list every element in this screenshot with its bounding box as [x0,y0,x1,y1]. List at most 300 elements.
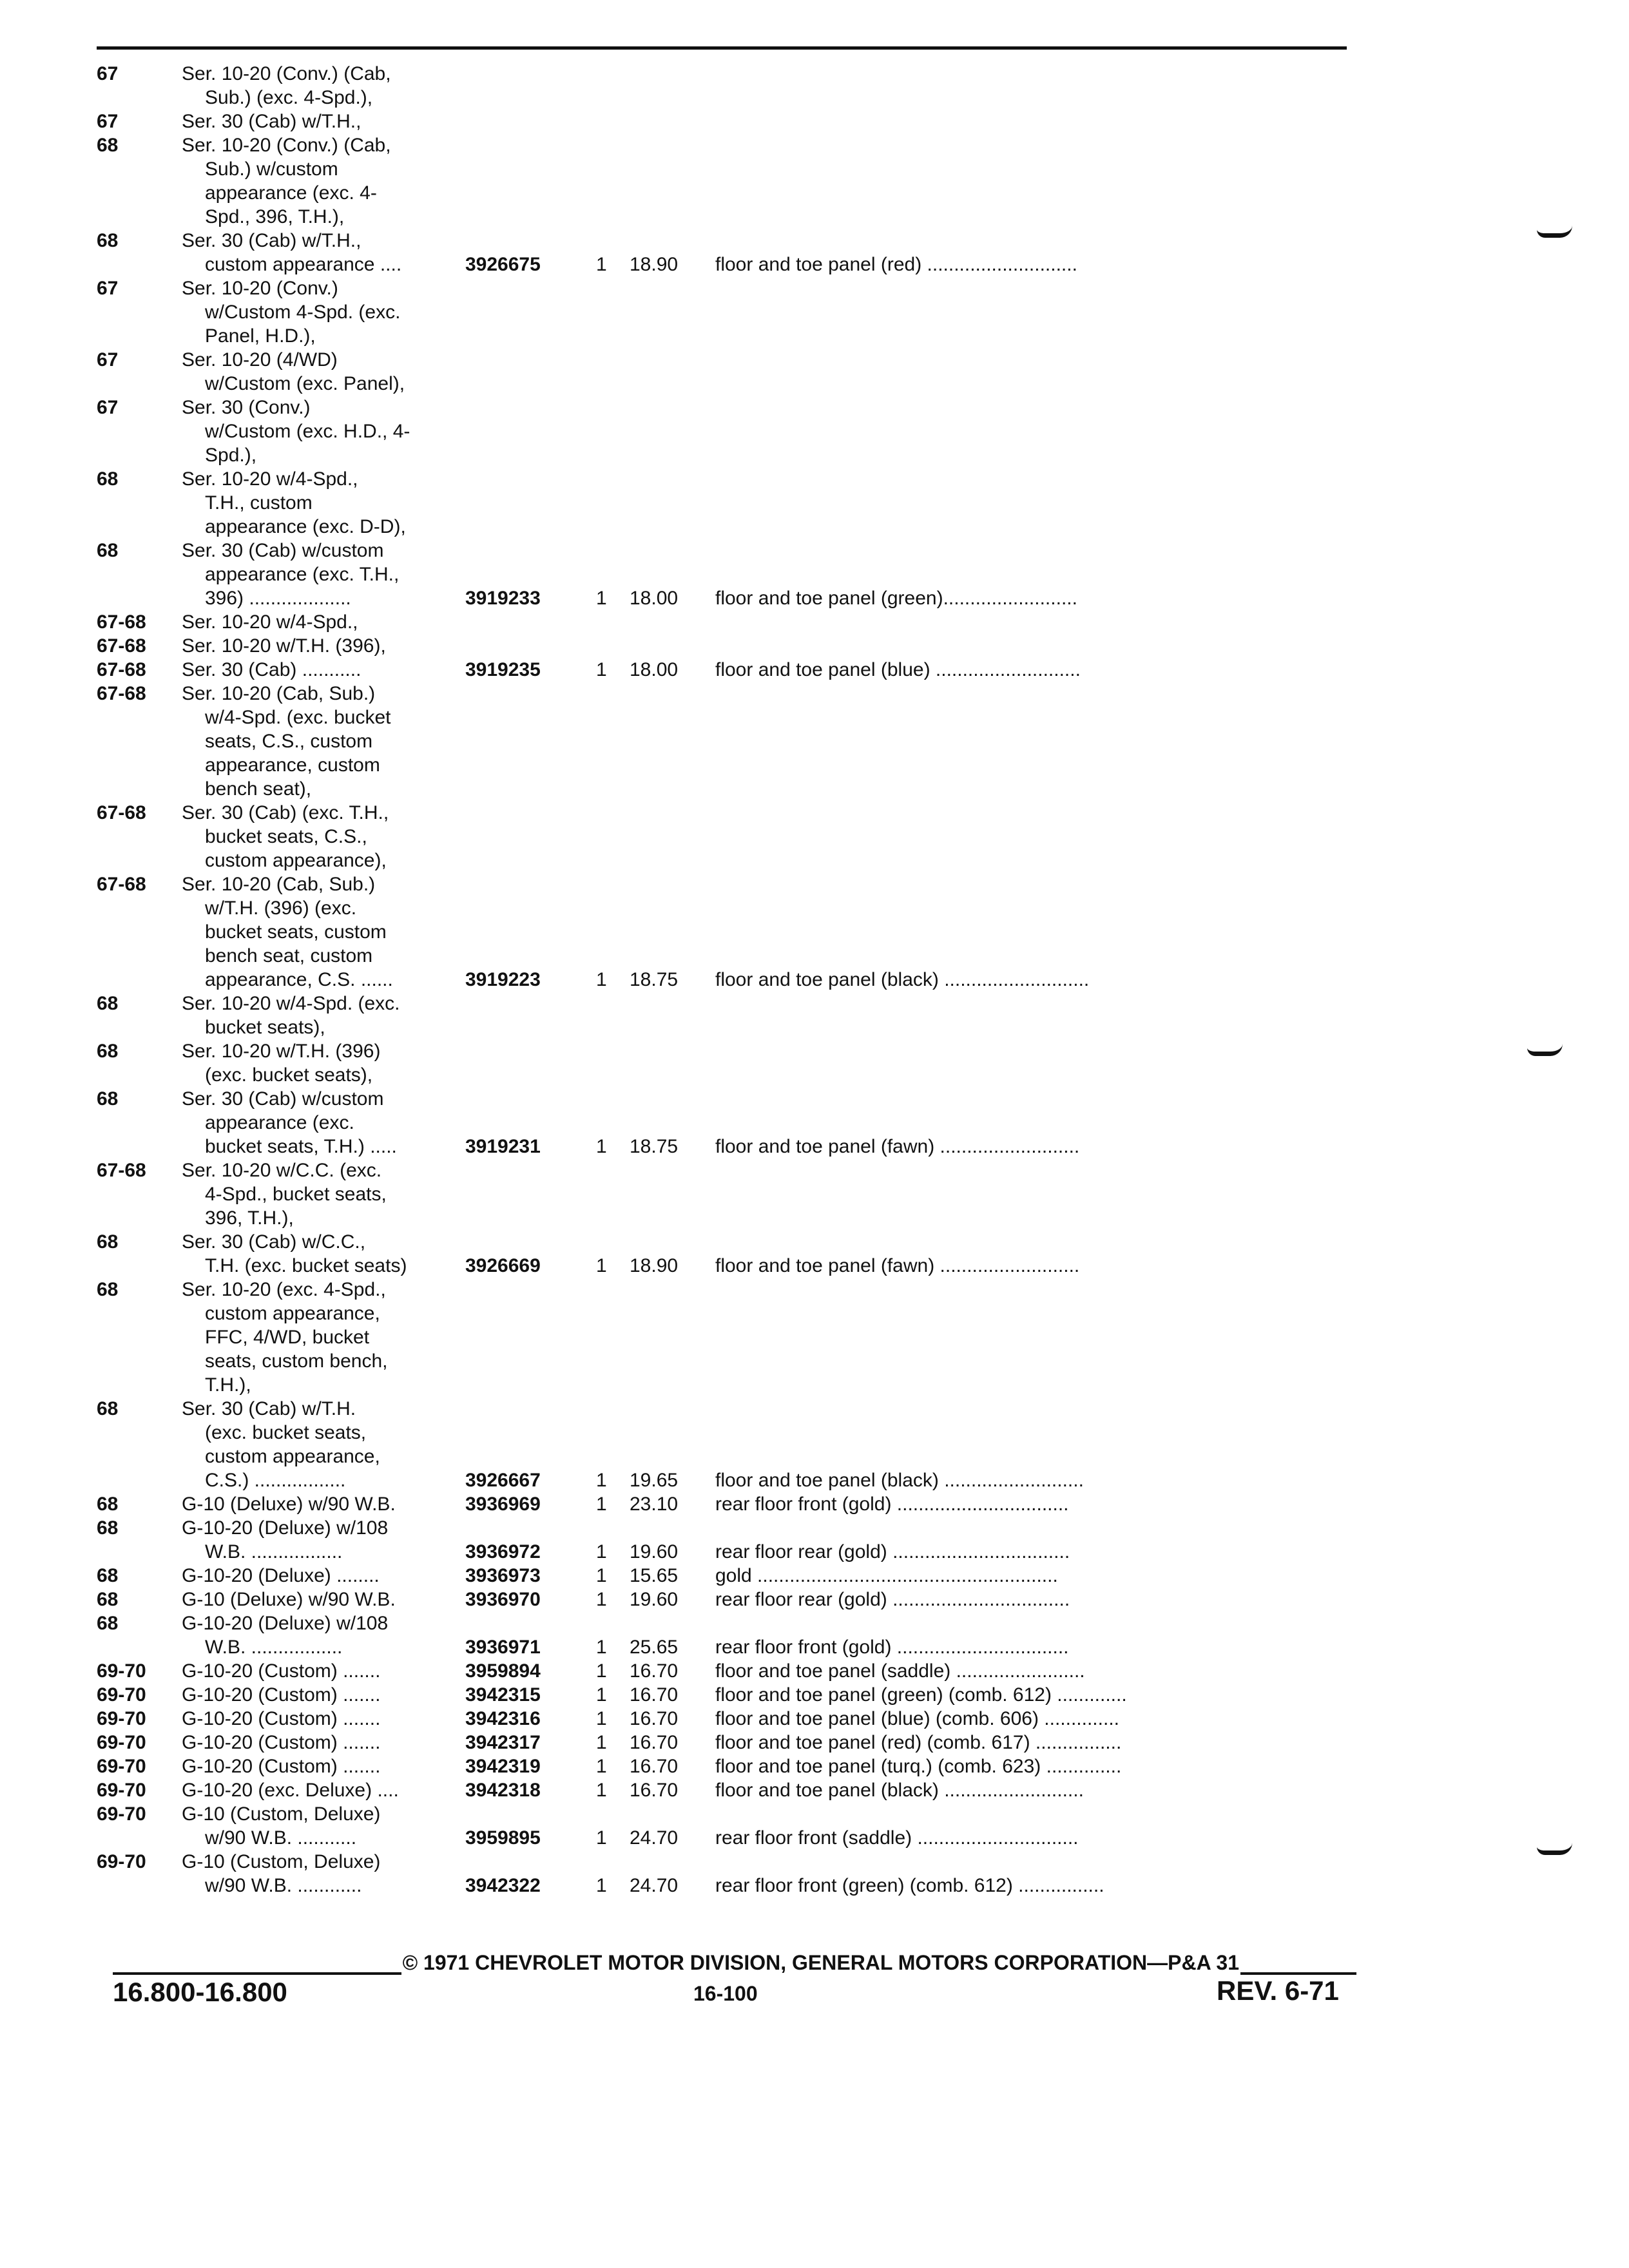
model-line: Sub.) (exc. 4-Spd.), [205,87,373,108]
quantity: 1 [596,1875,607,1896]
quantity: 1 [596,969,607,990]
price: 18.90 [630,1255,679,1276]
model-line: Sub.) w/custom [205,159,338,180]
part-description: floor and toe panel (black) .......................... [715,1780,1084,1801]
quantity: 1 [596,1565,607,1586]
model-year: 67 [97,63,119,84]
table-row [97,1516,1360,1564]
part-description: floor and toe panel (black) .......................... [715,1470,1084,1491]
price: 16.70 [630,1660,679,1682]
table-row [97,801,1360,872]
model-year: 68 [97,1517,119,1539]
quantity [584,348,630,396]
part-description: rear floor front (gold) ................................ [715,1637,1069,1658]
part-description [709,110,1360,133]
model-line: G-10-20 (Custom) ....... [182,1732,381,1753]
part-number [465,396,584,467]
model-year: 68 [97,135,119,156]
model-line: G-10 (Deluxe) w/90 W.B. [182,1494,396,1515]
table-row [97,1683,1360,1707]
model-line: bucket seats, C.S., [205,826,367,847]
part-description [709,1158,1360,1230]
model-application [182,467,465,539]
model-line: appearance (exc. T.H., [205,564,400,585]
model-application [182,1564,465,1588]
part-description: rear floor rear (gold) ................................. [715,1589,1070,1610]
price [630,276,709,348]
model-line: Ser. 30 (Cab) w/T.H. [182,1398,356,1419]
model-line: Ser. 30 (Cab) ........... [182,659,361,680]
quantity [584,110,630,133]
table-row [97,1611,1360,1659]
model-application [182,1850,465,1898]
model-year: 69-70 [97,1780,146,1801]
table-row [97,634,1360,658]
model-year: 67 [97,111,119,132]
quantity [584,62,630,110]
model-application [182,110,465,133]
part-description [709,396,1360,467]
part-description: rear floor rear (gold) ................................. [715,1541,1070,1562]
price: 16.70 [630,1684,679,1706]
part-description: floor and toe panel (blue) ........................... [715,659,1081,680]
footer-rule-left [113,1958,401,1975]
part-number [465,110,584,133]
model-line: G-10-20 (Custom) ....... [182,1684,381,1706]
part-number: 3942319 [465,1756,541,1777]
model-line: w/T.H. (396) (exc. [205,898,357,919]
table-row [97,1850,1360,1898]
quantity: 1 [596,1660,607,1682]
model-line: Ser. 10-20 w/C.C. (exc. [182,1160,382,1181]
model-line: Spd., 396, T.H.), [205,206,345,227]
price [630,634,709,658]
table-row [97,229,1360,276]
part-number: 3926667 [465,1470,541,1491]
table-row [97,467,1360,539]
part-description: floor and toe panel (green)......................... [715,588,1077,609]
model-application [182,229,465,276]
part-description [709,634,1360,658]
price: 19.60 [630,1541,679,1562]
part-number [465,1158,584,1230]
table-row [97,110,1360,133]
part-number: 3919233 [465,588,541,609]
price [630,1278,709,1397]
quantity [584,133,630,229]
quantity [584,634,630,658]
table-row [97,1230,1360,1278]
price: 18.75 [630,969,679,990]
table-row [97,1754,1360,1778]
footer-revision: REV. 6-71 [1217,1975,1339,2006]
model-line: (exc. bucket seats, [205,1422,367,1443]
model-application [182,1802,465,1850]
quantity [584,276,630,348]
quantity [584,1039,630,1087]
part-number: 3919223 [465,969,541,990]
model-application [182,1659,465,1683]
footer-copyright: © 1971 CHEVROLET MOTOR DIVISION, GENERAL MOTORS CORPORATION—P&A 31 [402,1951,1239,1974]
part-description: floor and toe panel (blue) (comb. 606) .............. [715,1708,1119,1729]
part-number: 3919235 [465,659,541,680]
part-number: 3942322 [465,1875,541,1896]
price: 24.70 [630,1827,679,1849]
part-number [465,682,584,801]
model-application [182,1087,465,1158]
model-line: custom appearance, [205,1303,380,1324]
model-line: G-10-20 (Deluxe) w/108 [182,1613,389,1634]
model-year: 69-70 [97,1684,146,1706]
table-row [97,658,1360,682]
model-line: bucket seats), [205,1017,325,1038]
model-line: G-10-20 (Custom) ....... [182,1756,381,1777]
model-line: appearance (exc. [205,1112,354,1133]
model-application [182,1683,465,1707]
quantity [584,467,630,539]
model-line: Ser. 10-20 (4/WD) [182,349,338,370]
part-description: floor and toe panel (fawn) .......................... [715,1136,1080,1157]
price [630,610,709,634]
model-line: G-10-20 (Deluxe) ........ [182,1565,380,1586]
margin-mark [1537,226,1572,238]
model-application [182,396,465,467]
part-number [465,801,584,872]
table-row [97,1278,1360,1397]
quantity [584,396,630,467]
part-description: rear floor front (saddle) .............................. [715,1827,1079,1849]
margin-mark [1537,1843,1572,1855]
part-number [465,133,584,229]
price: 19.60 [630,1589,679,1610]
price: 18.00 [630,659,679,680]
part-description: floor and toe panel (saddle) ........................ [715,1660,1085,1682]
part-number: 3936969 [465,1494,541,1515]
part-description [709,1039,1360,1087]
table-row [97,539,1360,610]
price [630,133,709,229]
part-number: 3959894 [465,1660,541,1682]
model-application [182,62,465,110]
model-year: 67-68 [97,659,146,680]
model-line: Ser. 10-20 w/4-Spd., [182,611,358,633]
price [630,801,709,872]
model-line: Spd.), [205,445,257,466]
model-application [182,634,465,658]
model-application [182,658,465,682]
model-line: 396, T.H.), [205,1207,294,1229]
model-line: appearance, custom [205,754,380,776]
model-line: Ser. 10-20 (Conv.) [182,278,338,299]
model-line: w/4-Spd. (exc. bucket [205,707,391,728]
footer-group-range: 16.800-16.800 [113,1977,287,2007]
quantity [584,801,630,872]
model-year: 67-68 [97,635,146,657]
price: 23.10 [630,1494,679,1515]
model-year: 68 [97,1613,119,1634]
part-description [709,682,1360,801]
model-application [182,1492,465,1516]
model-year: 68 [97,1279,119,1300]
margin-mark [1527,1044,1563,1056]
model-application [182,992,465,1039]
model-year: 69-70 [97,1708,146,1729]
part-number: 3936971 [465,1637,541,1658]
price [630,110,709,133]
quantity: 1 [596,1589,607,1610]
model-line: 4-Spd., bucket seats, [205,1184,387,1205]
quantity: 1 [596,1541,607,1562]
price: 16.70 [630,1780,679,1801]
model-line: Ser. 30 (Cab) w/custom [182,1088,384,1110]
part-description [709,467,1360,539]
model-line: appearance, C.S. ...... [205,969,393,990]
price [630,992,709,1039]
price: 16.70 [630,1756,679,1777]
part-number: 3926675 [465,254,541,275]
part-description: floor and toe panel (red) ............................ [715,254,1077,275]
model-line: custom appearance), [205,850,387,871]
table-row [97,872,1360,992]
part-number: 3936973 [465,1565,541,1586]
model-line: Panel, H.D.), [205,325,316,347]
table-row [97,610,1360,634]
model-line: w/Custom (exc. H.D., 4- [205,421,410,442]
model-line: FFC, 4/WD, bucket [205,1327,370,1348]
model-year: 69-70 [97,1756,146,1777]
model-application [182,610,465,634]
part-description [709,992,1360,1039]
price [630,682,709,801]
price: 16.70 [630,1708,679,1729]
part-description [709,1278,1360,1397]
model-application [182,539,465,610]
model-line: W.B. ................. [205,1541,343,1562]
quantity: 1 [596,1494,607,1515]
table-row [97,62,1360,110]
model-line: T.H.), [205,1374,251,1396]
price: 24.70 [630,1875,679,1896]
table-row [97,1659,1360,1683]
model-application [182,1707,465,1731]
price [630,467,709,539]
model-line: seats, C.S., custom [205,731,373,752]
part-description: floor and toe panel (black) ........................... [715,969,1090,990]
table-row [97,1588,1360,1611]
model-year: 67 [97,397,119,418]
model-line: Ser. 10-20 (Cab, Sub.) [182,683,376,704]
footer-copyright-line [113,1951,1356,1975]
price: 16.70 [630,1732,679,1753]
model-line: Ser. 30 (Cab) w/T.H., [182,111,361,132]
model-line: bench seat, custom [205,945,373,966]
quantity: 1 [596,1827,607,1849]
model-application [182,1588,465,1611]
model-line: G-10-20 (Deluxe) w/108 [182,1517,389,1539]
table-row [97,1731,1360,1754]
part-number: 3926669 [465,1255,541,1276]
model-line: appearance (exc. 4- [205,182,377,204]
model-year: 68 [97,1088,119,1110]
part-number [465,62,584,110]
model-year: 68 [97,993,119,1014]
quantity: 1 [596,1732,607,1753]
quantity: 1 [596,254,607,275]
table-row [97,396,1360,467]
model-year: 68 [97,540,119,561]
part-description: floor and toe panel (fawn) .......................... [715,1255,1080,1276]
part-description [709,133,1360,229]
model-application [182,682,465,801]
model-line: G-10-20 (Custom) ....... [182,1660,381,1682]
model-year: 68 [97,1565,119,1586]
model-line: Ser. 30 (Cab) (exc. T.H., [182,802,389,823]
part-number [465,634,584,658]
model-year: 68 [97,1589,119,1610]
model-line: T.H., custom [205,492,313,514]
model-application [182,1516,465,1564]
model-line: T.H. (exc. bucket seats) [205,1255,407,1276]
table-row [97,1802,1360,1850]
quantity: 1 [596,659,607,680]
price [630,396,709,467]
model-line: Ser. 10-20 w/4-Spd., [182,468,358,490]
quantity [584,1278,630,1397]
model-application [182,1731,465,1754]
table-row [97,682,1360,801]
quantity: 1 [596,1756,607,1777]
price [630,1158,709,1230]
price: 18.75 [630,1136,679,1157]
model-line: w/90 W.B. ............ [205,1875,362,1896]
model-year: 69-70 [97,1851,146,1872]
model-line: Ser. 10-20 w/T.H. (396) [182,1041,381,1062]
model-year: 68 [97,1398,119,1419]
model-line: Ser. 30 (Cab) w/C.C., [182,1231,366,1253]
model-year: 68 [97,230,119,251]
table-row [97,1492,1360,1516]
model-line: bench seat), [205,778,312,800]
quantity: 1 [596,1780,607,1801]
model-line: 396) ................... [205,588,351,609]
part-number [465,276,584,348]
model-application [182,1397,465,1492]
part-number: 3919231 [465,1136,541,1157]
part-description: gold ........................................................ [715,1565,1058,1586]
model-line: G-10-20 (Custom) ....... [182,1708,381,1729]
model-year: 69-70 [97,1732,146,1753]
part-description [709,610,1360,634]
part-number [465,610,584,634]
quantity: 1 [596,1708,607,1729]
model-year: 69-70 [97,1660,146,1682]
price: 18.00 [630,588,679,609]
model-application [182,348,465,396]
table-row [97,1778,1360,1802]
table-row [97,1707,1360,1731]
footer-page-code: 16-100 [693,1982,758,2005]
table-row [97,1158,1360,1230]
parts-table [97,62,1360,1898]
quantity: 1 [596,1637,607,1658]
model-line: w/Custom 4-Spd. (exc. [205,302,401,323]
part-description: floor and toe panel (red) (comb. 617) ................ [715,1732,1122,1753]
part-number [465,1039,584,1087]
quantity: 1 [596,1136,607,1157]
quantity: 1 [596,1255,607,1276]
table-row [97,992,1360,1039]
model-line: Ser. 10-20 (exc. 4-Spd., [182,1279,386,1300]
part-number [465,348,584,396]
model-application [182,872,465,992]
model-line: seats, custom bench, [205,1350,388,1372]
model-line: w/Custom (exc. Panel), [205,373,405,394]
table-row [97,276,1360,348]
model-application [182,1158,465,1230]
quantity [584,610,630,634]
model-year: 67-68 [97,1160,146,1181]
price [630,62,709,110]
model-year: 67-68 [97,802,146,823]
model-line: G-10 (Custom, Deluxe) [182,1803,381,1825]
table-row [97,1087,1360,1158]
table-row [97,1564,1360,1588]
model-line: w/90 W.B. ........... [205,1827,357,1849]
quantity [584,992,630,1039]
price: 19.65 [630,1470,679,1491]
model-line: (exc. bucket seats), [205,1064,373,1086]
model-line: appearance (exc. D-D), [205,516,406,537]
price [630,348,709,396]
model-line: Ser. 30 (Conv.) [182,397,311,418]
quantity: 1 [596,1684,607,1706]
part-description [709,276,1360,348]
table-row [97,133,1360,229]
footer-rule-right [1240,1958,1356,1975]
part-number: 3959895 [465,1827,541,1849]
quantity: 1 [596,588,607,609]
top-rule [97,46,1347,50]
model-year: 68 [97,1231,119,1253]
part-number [465,992,584,1039]
model-line: Ser. 30 (Cab) w/custom [182,540,384,561]
part-number [465,1278,584,1397]
model-application [182,133,465,229]
part-description: floor and toe panel (turq.) (comb. 623) .............. [715,1756,1122,1777]
part-number: 3942315 [465,1684,541,1706]
part-number: 3936970 [465,1589,541,1610]
price: 25.65 [630,1637,679,1658]
quantity [584,682,630,801]
model-year: 68 [97,468,119,490]
model-application [182,1778,465,1802]
part-description: floor and toe panel (green) (comb. 612) ............. [715,1684,1127,1706]
model-line: G-10 (Deluxe) w/90 W.B. [182,1589,396,1610]
model-application [182,1230,465,1278]
part-description: rear floor front (gold) ................................ [715,1494,1069,1515]
table-row [97,348,1360,396]
model-year: 67 [97,349,119,370]
model-line: Ser. 10-20 (Conv.) (Cab, [182,63,391,84]
part-number: 3942317 [465,1732,541,1753]
price: 15.65 [630,1565,679,1586]
table-row [97,1039,1360,1087]
model-line: Ser. 10-20 (Conv.) (Cab, [182,135,391,156]
quantity [584,1158,630,1230]
model-line: C.S.) ................. [205,1470,346,1491]
model-line: Ser. 10-20 w/T.H. (396), [182,635,386,657]
model-year: 67-68 [97,874,146,895]
